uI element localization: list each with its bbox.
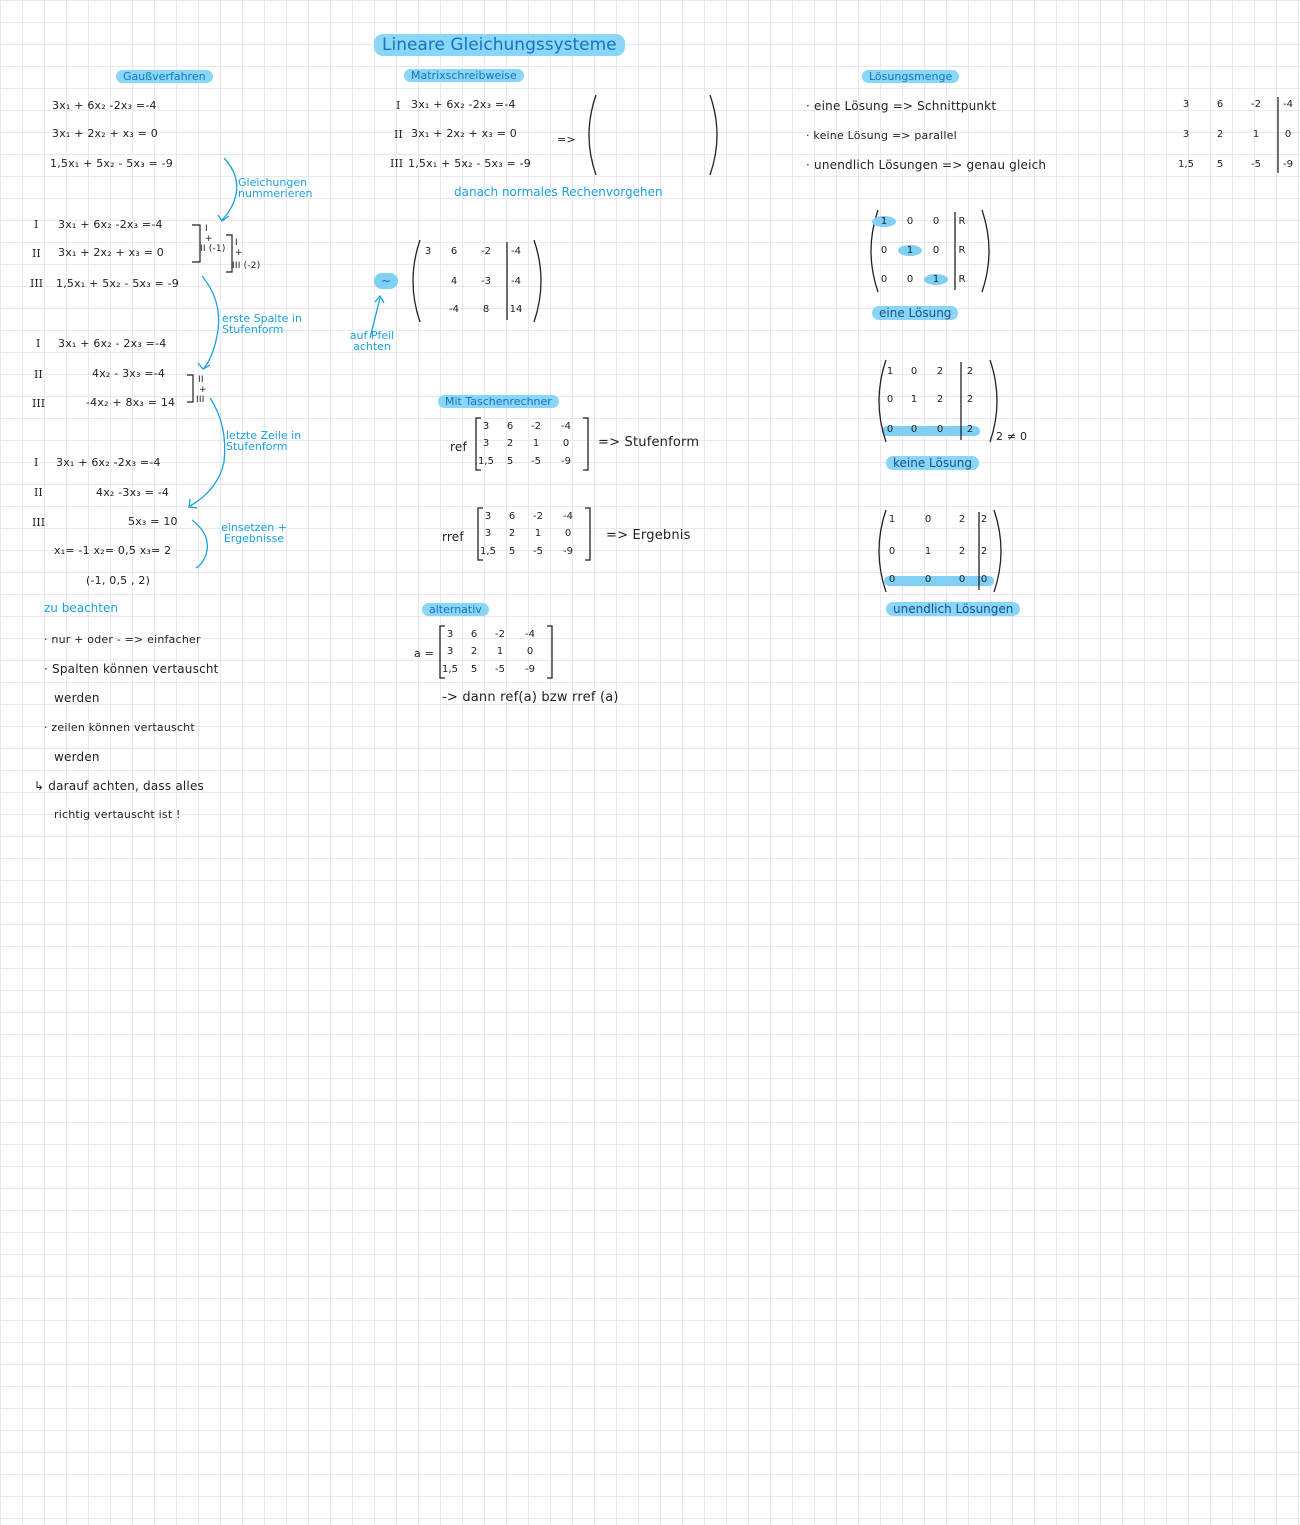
matrix-cell: 1: [924, 546, 932, 557]
matrix-cell: R: [958, 274, 966, 285]
list-item: ↳ darauf achten, dass alles: [34, 779, 204, 793]
equation: 3x₁ + 6x₂ -2x₃ =-4: [58, 218, 163, 231]
matrix-cell: 1: [496, 646, 504, 657]
matrix-cell: 6: [470, 629, 478, 640]
matrix-cell: 5: [470, 664, 478, 675]
matrix-cell: -4: [525, 629, 535, 640]
matrix-cell: 0: [526, 646, 534, 657]
row-op: II (-1): [200, 244, 226, 254]
matrix-cell: 0: [958, 574, 966, 585]
matrix-cell: 2: [966, 394, 974, 405]
matrix-cell: 3: [484, 511, 492, 522]
matrix-cell: 3: [424, 246, 432, 257]
matrix-cell: 3: [1182, 129, 1190, 140]
no-solution-note: 2 ≠ 0: [996, 430, 1028, 443]
list-item: werden: [54, 691, 100, 705]
solutions-heading: Lösungsmenge: [862, 70, 959, 83]
matrix-cell: 1: [534, 528, 542, 539]
matrix-cell: 5: [506, 456, 514, 467]
matrix-cell: 6: [1216, 99, 1224, 110]
equation: 5x₃ = 10: [128, 515, 178, 528]
matrix-cell: 5: [508, 546, 516, 557]
list-item: · keine Lösung => parallel: [806, 129, 957, 142]
label-no-solution: keine Lösung: [886, 456, 979, 470]
matrix-cell: 0: [906, 274, 914, 285]
page-title: Lineare Gleichungssysteme: [374, 34, 625, 56]
matrix-cell: 8: [482, 304, 490, 315]
list-item: werden: [54, 750, 100, 764]
row-op: I: [205, 224, 208, 234]
note-normal: danach normales Rechenvorgehen: [454, 185, 663, 199]
label-infinite-solutions: unendlich Lösungen: [886, 602, 1020, 616]
row-op: I: [235, 238, 238, 248]
arrow-stroke: [190, 398, 225, 506]
roman-label: II: [394, 128, 403, 141]
matrix-cell: R: [958, 245, 966, 256]
roman-label: III: [32, 397, 46, 410]
matrix-cell: 0: [980, 574, 988, 585]
equation: 3x₁ + 2x₂ + x₃ = 0: [411, 127, 517, 140]
arrowhead-stroke: [198, 363, 210, 369]
matrix-cell: 2: [966, 366, 974, 377]
matrix-cell: 1: [872, 216, 896, 227]
roman-label: II: [34, 368, 43, 381]
matrix-cell: 6: [450, 246, 458, 257]
matrix-cell: 0: [906, 216, 914, 227]
row-op: II: [198, 375, 204, 385]
roman-label: II: [34, 486, 43, 499]
matrix-cell: 1,5: [1178, 159, 1194, 170]
alt-text: -> dann ref(a) bzw rref (a): [442, 690, 619, 705]
matrix-cell: -9: [1283, 159, 1293, 170]
matrix-cell: 2: [966, 424, 974, 435]
matrix-cell: 0: [924, 514, 932, 525]
matrix-cell: -5: [533, 546, 543, 557]
matrix-cell: 1,5: [442, 664, 458, 675]
matrix-cell: 2: [508, 528, 516, 539]
matrix-cell: -5: [495, 664, 505, 675]
list-item: · nur + oder - => einfacher: [44, 633, 201, 646]
note-numbering: Gleichungen nummerieren: [238, 176, 313, 200]
matrix-cell: -2: [495, 629, 505, 640]
matrix-cell: 1: [898, 245, 922, 256]
matrix-cell: 1: [886, 366, 894, 377]
roman-label: I: [34, 456, 39, 469]
arrow-stroke: [192, 520, 207, 568]
equation: 3x₁ + 6x₂ -2x₃ =-4: [52, 99, 157, 112]
matrix-cell: 0: [886, 424, 894, 435]
matrix-cell: 2: [1216, 129, 1224, 140]
matrix-cell: 0: [562, 438, 570, 449]
matrix-cell: -3: [481, 276, 491, 287]
matrix-cell: -4: [563, 511, 573, 522]
equation: 1,5x₁ + 5x₂ - 5x₃ = -9: [50, 157, 173, 170]
row-op: III: [196, 395, 205, 405]
matrix-cell: -2: [531, 421, 541, 432]
equation: -4x₂ + 8x₃ = 14: [86, 396, 176, 409]
equation: 3x₁ + 2x₂ + x₃ = 0: [52, 127, 158, 140]
matrix-cell: -2: [533, 511, 543, 522]
matrix-cell: 1: [888, 514, 896, 525]
rref-label: rref: [442, 530, 464, 544]
matrix-cell: 3: [446, 629, 454, 640]
matrix-cell: -5: [531, 456, 541, 467]
matrix-cell: 0: [564, 528, 572, 539]
roman-label: III: [390, 157, 404, 170]
matrix-cell: 2: [958, 546, 966, 557]
calculator-heading: Mit Taschenrechner: [438, 395, 559, 408]
bracket-stroke: [226, 235, 232, 272]
matrix-cell: 6: [508, 511, 516, 522]
matrix-cell: 2: [980, 546, 988, 557]
matrix-cell: 2: [506, 438, 514, 449]
matrix-cell: 2: [936, 394, 944, 405]
row-op: III (-2): [232, 261, 261, 271]
matrix-cell: 0: [886, 394, 894, 405]
list-item: · Spalten können vertauscht: [44, 662, 219, 676]
equation: 1,5x₁ + 5x₂ - 5x₃ = -9: [56, 277, 179, 290]
bracket-stroke: [192, 225, 200, 262]
rref-result: => Ergebnis: [606, 528, 691, 543]
matrix-cell: 2: [470, 646, 478, 657]
note-first-column: erste Spalte in Stufenform: [222, 312, 302, 336]
arrow-stroke: [222, 158, 237, 220]
matrix-cell: 0: [924, 574, 932, 585]
matrix-cell: 0: [910, 424, 918, 435]
matrix-cell: -9: [525, 664, 535, 675]
equation: 4x₂ -3x₃ = -4: [96, 486, 170, 499]
row-op: +: [205, 234, 213, 244]
matrix-cell: 1: [532, 438, 540, 449]
matrix-cell: 3: [1182, 99, 1190, 110]
matrix-cell: 0: [880, 245, 888, 256]
matrix-cell: -4: [511, 246, 521, 257]
equation: 3x₁ + 2x₂ + x₃ = 0: [58, 246, 164, 259]
list-item: · eine Lösung => Schnittpunkt: [806, 99, 997, 113]
matrix-cell: 0: [910, 366, 918, 377]
label-one-solution: eine Lösung: [872, 306, 958, 320]
matrix-heading: Matrixschreibweise: [404, 69, 524, 82]
roman-label: I: [36, 337, 41, 350]
matrix-cell: 2: [980, 514, 988, 525]
equation: 3x₁ + 6x₂ -2x₃ =-4: [411, 98, 516, 111]
roman-label: II: [32, 247, 41, 260]
list-item: richtig vertauscht ist !: [54, 808, 181, 821]
bracket-stroke: [187, 375, 193, 402]
matrix-cell: 1,5: [480, 546, 496, 557]
tilde-badge: ~: [374, 273, 398, 289]
matrix-cell: 3: [482, 421, 490, 432]
matrix-cell: 3: [484, 528, 492, 539]
matrix-cell: 14: [509, 304, 523, 315]
matrix-cell: R: [958, 216, 966, 227]
matrix-cell: 0: [1284, 129, 1292, 140]
matrix-cell: 6: [506, 421, 514, 432]
matrix-cell: 1: [1252, 129, 1260, 140]
ref-result: => Stufenform: [598, 435, 700, 450]
matrix-cell: 3: [482, 438, 490, 449]
matrix-cell: 5: [1216, 159, 1224, 170]
matrix-cell: 0: [888, 574, 896, 585]
matrix-cell: -2: [481, 246, 491, 257]
matrix-cell: 0: [932, 216, 940, 227]
equation: 3x₁ + 6x₂ -2x₃ =-4: [56, 456, 161, 469]
row-op: +: [199, 385, 207, 395]
matrix-cell: -9: [563, 546, 573, 557]
matrix-cell: 1,5: [478, 456, 494, 467]
matrix-cell: -4: [561, 421, 571, 432]
equation: 4x₂ - 3x₃ =-4: [92, 367, 166, 380]
alternative-heading: alternativ: [422, 603, 489, 616]
implies-arrow: =>: [557, 133, 576, 146]
solution-tuple: (-1, 0,5 , 2): [86, 574, 151, 587]
matrix-cell: -4: [511, 276, 521, 287]
matrix-cell: 2: [958, 514, 966, 525]
equation: 1,5x₁ + 5x₂ - 5x₃ = -9: [408, 157, 531, 170]
arrow-stroke: [370, 298, 380, 338]
solution-vars: x₁= -1 x₂= 0,5 x₃= 2: [54, 544, 172, 557]
matrix-cell: 0: [936, 424, 944, 435]
matrix-cell: 0: [932, 245, 940, 256]
note-insert: einsetzen + Ergebnisse: [221, 521, 287, 545]
matrix-cell: 0: [880, 274, 888, 285]
row-op: +: [235, 248, 243, 258]
matrix-cell: -2: [1251, 99, 1261, 110]
matrix-cell: -5: [1251, 159, 1261, 170]
arrow-stroke: [202, 276, 219, 368]
matrix-cell: 2: [936, 366, 944, 377]
alt-label: a =: [414, 647, 435, 660]
matrix-cell: -4: [449, 304, 459, 315]
note-arrow: auf Pfeil achten: [349, 329, 395, 353]
roman-label: III: [30, 277, 44, 290]
beachten-heading: zu beachten: [44, 601, 118, 615]
matrix-cell: 0: [888, 546, 896, 557]
matrix-cell: -9: [561, 456, 571, 467]
matrix-cell: 1: [910, 394, 918, 405]
roman-label: I: [396, 99, 401, 112]
matrix-cell: 3: [446, 646, 454, 657]
ref-label: ref: [450, 440, 467, 454]
gauss-heading: Gaußverfahren: [116, 70, 213, 83]
matrix-cell: 4: [450, 276, 458, 287]
note-last-row: letzte Zeile in Stufenform: [226, 429, 302, 453]
matrix-cell: 1: [924, 274, 948, 285]
equation: 3x₁ + 6x₂ - 2x₃ =-4: [58, 337, 167, 350]
matrix-cell: -4: [1283, 99, 1293, 110]
list-item: · zeilen können vertauscht: [44, 721, 195, 734]
roman-label: I: [34, 218, 39, 231]
list-item: · unendlich Lösungen => genau gleich: [806, 158, 1047, 172]
roman-label: III: [32, 516, 46, 529]
